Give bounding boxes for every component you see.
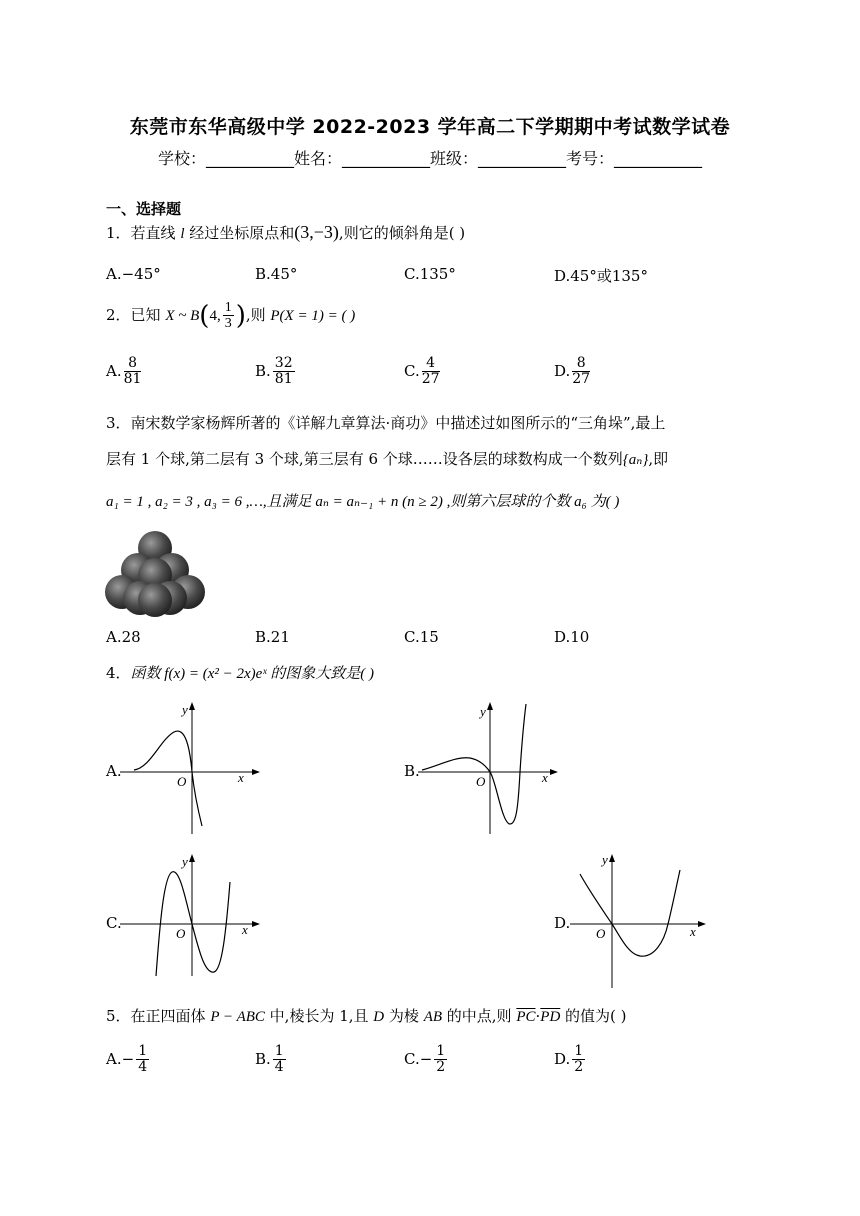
question-4-graph-b[interactable] — [418, 700, 558, 840]
y-label: y — [480, 704, 486, 719]
question-4-graph-a[interactable] — [120, 700, 260, 840]
origin-label: O — [176, 926, 186, 941]
x-arrow-icon — [550, 769, 558, 775]
function-curve — [580, 870, 680, 956]
question-5-option-a[interactable]: A.− $\frac{1}{4}$ — [106, 1043, 148, 1076]
question-number: 5． — [106, 1007, 131, 1025]
question-4-graph-d[interactable] — [570, 852, 706, 992]
x-arrow-icon — [252, 769, 260, 775]
y-label: y — [182, 702, 188, 717]
question-4-option-c-label[interactable]: C. — [106, 914, 122, 932]
question-2-option-a[interactable]: A. $\frac{8}{81}$ — [106, 355, 142, 388]
y-arrow-icon — [609, 854, 615, 862]
question-number: 4． — [106, 664, 131, 682]
student-info-line: 学校：___________姓名：___________班级：___________考号：___________ — [157, 149, 702, 168]
question-4-stem: 4．函数 f(x) = (x² − 2x)eˣ 的图象大致是( ) — [106, 664, 375, 682]
question-number: 3． — [106, 414, 131, 432]
x-label: x — [542, 770, 548, 785]
x-arrow-icon — [698, 921, 706, 927]
question-4-option-b-label[interactable]: B. — [404, 762, 420, 780]
question-2-stem: 2．已知 X ~ B(4, $\frac{1}{3}$ ),则 P(X = 1) = ( ) — [106, 300, 356, 332]
x-label: x — [690, 924, 696, 939]
question-5-stem: 5．在正四面体 P − ABC 中,棱长为 1,且 D 为棱 AB 的中点,则 $\overline{PC}\cdot\overline{PD}$ 的值为( ) — [106, 1007, 627, 1025]
question-number: 1． — [106, 224, 131, 242]
question-1-option-a[interactable]: A.−45° — [106, 265, 161, 283]
question-1-option-b[interactable]: B.45° — [255, 265, 298, 283]
question-4-option-a-label[interactable]: A. — [106, 762, 122, 780]
origin-label: O — [476, 774, 486, 789]
y-arrow-icon — [189, 702, 195, 710]
question-2-option-b[interactable]: B. $\frac{32}{81}$ — [255, 355, 293, 388]
question-3-option-a[interactable]: A.28 — [106, 628, 141, 646]
question-3-stem-line-3: a₁ = 1 , a₂ = 3 , a₃ = 6 ,…,且满足 aₙ = aₙ₋₁ + n (n ≥ 2) ,则第六层球的个数 a₆ 为( ) — [106, 494, 620, 510]
question-5-option-d[interactable]: D. $\frac{1}{2}$ — [554, 1043, 584, 1076]
question-5-option-b[interactable]: B. $\frac{1}{4}$ — [255, 1043, 284, 1076]
y-label: y — [602, 852, 608, 867]
question-2-option-d[interactable]: D. $\frac{8}{27}$ — [554, 355, 591, 388]
x-arrow-icon — [252, 921, 260, 927]
question-4-option-d-label[interactable]: D. — [554, 914, 571, 932]
question-5-option-c[interactable]: C.− $\frac{1}{2}$ — [404, 1043, 446, 1076]
question-1-stem: 1．若直线 l 经过坐标原点和(3,−3),则它的倾斜角是( ) — [106, 222, 466, 242]
question-3-stem-line-2: 层有 1 个球,第二层有 3 个球,第三层有 6 个球……设各层的球数构成一个数列{aₙ},即 — [106, 450, 669, 468]
y-arrow-icon — [487, 702, 493, 710]
x-label: x — [238, 770, 244, 785]
origin-label: O — [177, 774, 187, 789]
y-label: y — [182, 854, 188, 869]
y-arrow-icon — [189, 854, 195, 862]
question-1-option-c[interactable]: C.135° — [404, 265, 456, 283]
question-number: 2． — [106, 305, 131, 324]
question-2-option-c[interactable]: C. $\frac{4}{27}$ — [404, 355, 440, 388]
ball — [138, 583, 172, 617]
question-4-graph-c[interactable] — [120, 852, 260, 982]
question-3-option-b[interactable]: B.21 — [255, 628, 290, 646]
origin-label: O — [596, 926, 606, 941]
question-3-option-d[interactable]: D.10 — [554, 628, 590, 646]
ball-pyramid-illustration — [100, 528, 210, 618]
section-heading: 一、选择题 — [106, 200, 182, 218]
question-3-stem-line-1: 3．南宋数学家杨辉所著的《详解九章算法·商功》中描述过如图所示的“三角垛”,最上 — [106, 414, 666, 432]
exam-title: 东莞市东华高级中学 2022-2023 学年高二下学期期中考试数学试卷 — [129, 116, 731, 138]
x-label: x — [242, 922, 248, 937]
question-3-option-c[interactable]: C.15 — [404, 628, 439, 646]
question-1-option-d[interactable]: D.45°或135° — [554, 267, 648, 285]
function-curve — [422, 704, 526, 824]
